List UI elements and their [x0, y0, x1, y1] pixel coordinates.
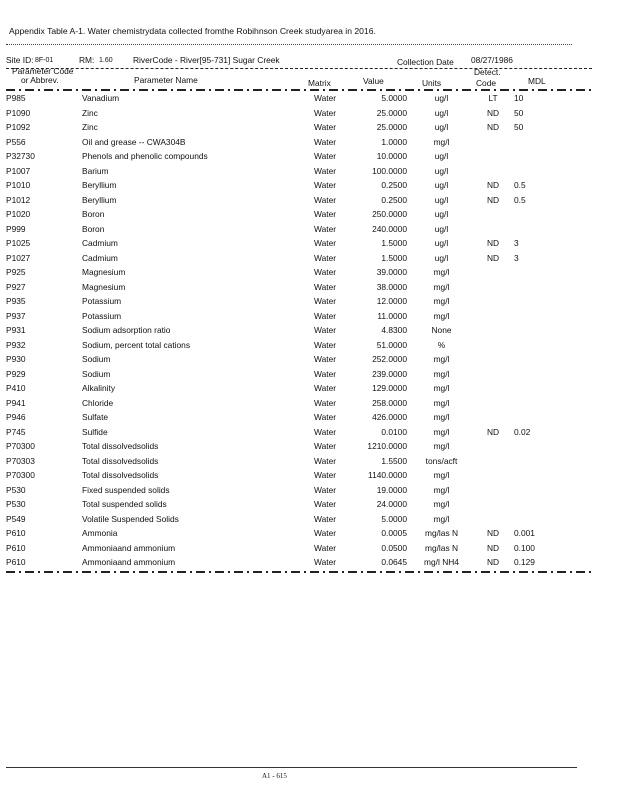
mdl-cell: 50	[514, 107, 524, 118]
matrix-cell: Water	[314, 93, 337, 104]
units-cell: mg/las N	[424, 542, 459, 553]
page-number: A1 - 615	[262, 772, 287, 780]
table-row	[0, 396, 574, 411]
units-cell: ug/l	[434, 107, 449, 118]
value-cell: 0.2500	[381, 180, 407, 191]
detect-code-cell: ND	[486, 252, 500, 263]
mdl-cell	[510, 323, 574, 338]
detect-code-cell	[476, 381, 510, 396]
table-row	[0, 425, 574, 440]
mdl-cell: 0.5	[514, 180, 526, 191]
param-code-cell: P931	[6, 325, 26, 336]
value-cell: 25.0000	[376, 107, 407, 118]
units-cell: mg/l	[433, 412, 450, 423]
matrix-cell: Water	[314, 267, 337, 278]
mdl-cell	[510, 512, 574, 527]
mdl-cell	[510, 222, 574, 237]
param-name-cell: Magnesium	[82, 267, 126, 278]
param-name-cell: Volatile Suspended Solids	[82, 513, 179, 524]
param-code-cell: P937	[6, 310, 26, 321]
param-name-cell: Phenols and phenolic compounds	[82, 151, 208, 162]
table-row	[0, 309, 574, 324]
units-cell: mg/l	[433, 426, 450, 437]
mdl-cell	[510, 367, 574, 382]
collection-date-label: Collection Date	[397, 57, 454, 67]
detect-code-cell	[476, 294, 510, 309]
param-name-cell: Oil and grease -- CWA304B	[82, 136, 186, 147]
mdl-cell: 3	[514, 252, 519, 263]
column-header-detect-line1: Detect.	[474, 67, 501, 77]
table-row	[0, 497, 574, 512]
param-name-cell: Ammonia	[82, 528, 118, 539]
param-name-cell: Ammoniaand ammonium	[82, 542, 176, 553]
table-row	[0, 323, 574, 338]
detect-code-cell	[476, 396, 510, 411]
value-cell: 39.0000	[376, 267, 407, 278]
detect-code-cell: ND	[486, 238, 500, 249]
param-name-cell: Beryllium	[82, 180, 117, 191]
mdl-cell: 0.129	[514, 557, 535, 568]
value-cell: 1210.0000	[367, 441, 407, 452]
mdl-cell	[510, 265, 574, 280]
table-row	[0, 178, 574, 193]
units-cell: mg/l	[433, 310, 450, 321]
value-cell: 1140.0000	[368, 470, 407, 481]
detect-code-cell	[476, 512, 510, 527]
param-name-cell: Sodium	[82, 368, 111, 379]
param-name-cell: Potassium	[82, 310, 122, 321]
table-row	[0, 106, 574, 121]
param-code-cell: P70300	[6, 470, 35, 481]
mdl-cell	[510, 454, 574, 469]
units-cell: mg/l	[433, 368, 450, 379]
table-row	[0, 164, 574, 179]
units-cell: mg/las N	[424, 528, 459, 539]
param-name-cell: Ammoniaand ammonium	[82, 557, 176, 568]
param-name-cell: Total dissolvedsolids	[82, 470, 159, 481]
matrix-cell: Water	[314, 151, 337, 162]
mdl-cell: 3	[514, 238, 519, 249]
detect-code-cell	[476, 497, 510, 512]
mdl-cell	[510, 164, 574, 179]
param-code-cell: P70303	[6, 455, 35, 466]
units-cell: %	[437, 339, 446, 350]
mdl-cell	[510, 497, 574, 512]
matrix-cell: Water	[314, 339, 337, 350]
mdl-cell: 0.100	[514, 542, 535, 553]
table-row	[0, 294, 574, 309]
mdl-cell	[510, 207, 574, 222]
detect-code-cell	[476, 483, 510, 498]
param-name-cell: Total dissolvedsolids	[82, 441, 159, 452]
mdl-cell	[510, 468, 574, 483]
param-code-cell: P745	[6, 426, 26, 437]
param-code-cell: P1025	[6, 238, 31, 249]
column-header-name: Parameter Name	[134, 75, 198, 85]
detect-code-cell	[476, 454, 510, 469]
matrix-cell: Water	[314, 383, 337, 394]
param-code-cell: P1010	[6, 180, 31, 191]
units-cell: ug/l	[434, 209, 449, 220]
matrix-cell: Water	[314, 542, 337, 553]
column-header-detect-line2: Code	[476, 78, 497, 88]
param-name-cell: Sodium	[82, 354, 111, 365]
param-code-cell: P941	[6, 397, 26, 408]
matrix-cell: Water	[314, 470, 337, 481]
matrix-cell: Water	[314, 513, 337, 524]
units-cell: mg/l	[433, 499, 450, 510]
mdl-cell: 50	[514, 122, 524, 133]
detect-code-cell	[476, 323, 510, 338]
param-code-cell: P530	[6, 499, 26, 510]
column-header-value: Value	[363, 76, 384, 86]
units-cell: mg/l	[433, 470, 450, 481]
units-cell: mg/l	[433, 484, 450, 495]
collection-date-value: 08/27/1986	[471, 55, 513, 65]
param-code-cell: P985	[6, 93, 26, 104]
param-code-cell: P1027	[6, 252, 31, 263]
param-code-cell: P530	[6, 484, 26, 495]
units-cell: ug/l	[434, 180, 449, 191]
units-cell: ug/l	[434, 151, 449, 162]
matrix-cell: Water	[314, 281, 337, 292]
table-row	[0, 541, 574, 556]
param-code-cell: P929	[6, 368, 26, 379]
units-cell: mg/l	[433, 267, 450, 278]
table-row	[0, 120, 574, 135]
table-row	[0, 135, 574, 150]
param-code-cell: P410	[6, 383, 26, 394]
detect-code-cell: ND	[486, 107, 500, 118]
matrix-cell: Water	[314, 455, 337, 466]
value-cell: 0.0005	[381, 528, 407, 539]
detect-code-cell: ND	[486, 180, 500, 191]
table-row	[0, 367, 574, 382]
param-code-cell: P556	[6, 136, 26, 147]
mdl-cell	[510, 410, 574, 425]
value-cell: 250.0000	[372, 209, 407, 220]
caption-divider	[6, 44, 572, 45]
param-code-cell: P930	[6, 354, 26, 365]
header-divider-top	[6, 68, 592, 69]
units-cell: mg/l NH4	[424, 557, 459, 568]
matrix-cell: Water	[314, 412, 337, 423]
value-cell: 0.0500	[381, 542, 407, 553]
param-name-cell: Total suspended solids	[82, 499, 167, 510]
mdl-cell: 0.001	[514, 528, 535, 539]
param-name-cell: Sodium adsorption ratio	[82, 325, 171, 336]
param-code-cell: P1007	[6, 165, 31, 176]
matrix-cell: Water	[314, 252, 337, 263]
mdl-cell	[510, 149, 574, 164]
table-row	[0, 251, 574, 266]
param-name-cell: Alkalinity	[82, 383, 116, 394]
value-cell: 51.0000	[376, 339, 407, 350]
water-chemistry-table	[0, 91, 574, 570]
detect-code-cell	[476, 338, 510, 353]
mdl-cell	[510, 309, 574, 324]
table-row	[0, 222, 574, 237]
param-code-cell: P70300	[6, 441, 35, 452]
matrix-cell: Water	[314, 223, 337, 234]
value-cell: 239.0000	[372, 368, 407, 379]
param-name-cell: Zinc	[82, 107, 98, 118]
table-row	[0, 149, 574, 164]
mdl-cell	[510, 483, 574, 498]
detect-code-cell	[476, 352, 510, 367]
detect-code-cell: ND	[486, 426, 500, 437]
table-row	[0, 381, 574, 396]
footer-rule	[6, 767, 577, 768]
site-id-label: Site ID:	[6, 55, 34, 65]
param-code-cell: P932	[6, 339, 26, 350]
matrix-cell: Water	[314, 528, 337, 539]
matrix-cell: Water	[314, 397, 337, 408]
river-mile-label: RM:	[79, 55, 95, 65]
value-cell: 426.0000	[372, 412, 407, 423]
value-cell: 100.0000	[372, 165, 407, 176]
column-header-code-line1: Parameter Code	[12, 66, 74, 76]
matrix-cell: Water	[314, 122, 337, 133]
matrix-cell: Water	[314, 484, 337, 495]
mdl-cell: 0.02	[514, 426, 531, 437]
table-row	[0, 338, 574, 353]
detect-code-cell	[476, 222, 510, 237]
site-id-value: 8F-01	[35, 57, 54, 64]
column-header-units: Units	[422, 78, 442, 88]
table-row	[0, 555, 574, 570]
param-name-cell: Vanadium	[82, 93, 120, 104]
value-cell: 258.0000	[372, 397, 407, 408]
value-cell: 12.0000	[376, 296, 407, 307]
value-cell: 1.5000	[381, 252, 407, 263]
table-row	[0, 265, 574, 280]
matrix-cell: Water	[314, 499, 337, 510]
param-code-cell: P925	[6, 267, 26, 278]
mdl-cell: 10	[514, 93, 524, 104]
mdl-cell	[510, 381, 574, 396]
units-cell: None	[431, 325, 452, 336]
table-row	[0, 207, 574, 222]
param-name-cell: Sulfate	[82, 412, 109, 423]
table-body	[0, 91, 574, 570]
value-cell: 252.0000	[372, 354, 407, 365]
detect-code-cell: ND	[486, 194, 500, 205]
mdl-cell	[510, 352, 574, 367]
value-cell: 1.5500	[381, 455, 407, 466]
param-name-cell: Barium	[82, 165, 109, 176]
units-cell: tons/acft	[425, 455, 458, 466]
param-code-cell: P610	[6, 557, 26, 568]
table-row	[0, 526, 574, 541]
value-cell: 5.0000	[381, 93, 407, 104]
detect-code-cell	[476, 135, 510, 150]
value-cell: 25.0000	[376, 122, 407, 133]
units-cell: mg/l	[433, 441, 450, 452]
value-cell: 24.0000	[376, 499, 407, 510]
column-header-mdl: MDL	[528, 76, 546, 86]
units-cell: ug/l	[434, 238, 449, 249]
table-row	[0, 236, 574, 251]
matrix-cell: Water	[314, 310, 337, 321]
detect-code-cell	[476, 468, 510, 483]
units-cell: ug/l	[434, 165, 449, 176]
value-cell: 0.0100	[381, 426, 407, 437]
table-row	[0, 439, 574, 454]
matrix-cell: Water	[314, 180, 337, 191]
units-cell: ug/l	[434, 223, 449, 234]
matrix-cell: Water	[314, 296, 337, 307]
param-code-cell: P32730	[6, 151, 35, 162]
value-cell: 4.8300	[381, 325, 407, 336]
column-header-matrix: Matrix	[308, 78, 331, 88]
mdl-cell	[510, 294, 574, 309]
param-name-cell: Cadmium	[82, 252, 118, 263]
param-code-cell: P1090	[6, 107, 31, 118]
table-bottom-divider	[6, 571, 592, 573]
mdl-cell: 0.5	[514, 194, 526, 205]
detect-code-cell: LT	[488, 93, 498, 104]
value-cell: 11.0000	[377, 310, 407, 321]
value-cell: 10.0000	[376, 151, 407, 162]
matrix-cell: Water	[314, 354, 337, 365]
param-name-cell: Magnesium	[82, 281, 126, 292]
param-code-cell: P610	[6, 528, 26, 539]
units-cell: mg/l	[433, 281, 450, 292]
value-cell: 38.0000	[376, 281, 407, 292]
river-mile-value: 1.60	[99, 57, 113, 64]
mdl-cell	[510, 135, 574, 150]
param-name-cell: Cadmium	[82, 238, 118, 249]
param-code-cell: P1092	[6, 122, 31, 133]
param-name-cell: Fixed suspended solids	[82, 484, 170, 495]
param-code-cell: P1012	[6, 194, 31, 205]
river-code: RiverCode - River[95-731] Sugar Creek	[133, 55, 280, 65]
detect-code-cell	[476, 149, 510, 164]
matrix-cell: Water	[314, 238, 337, 249]
param-name-cell: Total dissolvedsolids	[82, 455, 159, 466]
units-cell: ug/l	[434, 122, 449, 133]
param-code-cell: P946	[6, 412, 26, 423]
detect-code-cell	[476, 207, 510, 222]
detect-code-cell	[476, 265, 510, 280]
units-cell: ug/l	[434, 93, 449, 104]
param-code-cell: P935	[6, 296, 26, 307]
matrix-cell: Water	[314, 325, 337, 336]
detect-code-cell	[476, 309, 510, 324]
value-cell: 5.0000	[381, 513, 407, 524]
detect-code-cell: ND	[486, 122, 500, 133]
detect-code-cell: ND	[486, 542, 500, 553]
matrix-cell: Water	[314, 165, 337, 176]
matrix-cell: Water	[314, 441, 337, 452]
detect-code-cell	[476, 280, 510, 295]
detect-code-cell: ND	[486, 528, 500, 539]
value-cell: 0.0645	[381, 557, 407, 568]
units-cell: ug/l	[434, 252, 449, 263]
units-cell: mg/l	[433, 354, 450, 365]
matrix-cell: Water	[314, 194, 337, 205]
detect-code-cell	[476, 367, 510, 382]
table-row	[0, 512, 574, 527]
column-header-code-line2: or Abbrev.	[21, 75, 59, 85]
detect-code-cell	[476, 439, 510, 454]
param-name-cell: Boron	[82, 223, 105, 234]
param-code-cell: P999	[6, 223, 26, 234]
value-cell: 1.5000	[381, 238, 407, 249]
matrix-cell: Water	[314, 368, 337, 379]
param-name-cell: Sulfide	[82, 426, 108, 437]
matrix-cell: Water	[314, 557, 337, 568]
param-code-cell: P549	[6, 513, 26, 524]
units-cell: mg/l	[433, 136, 450, 147]
units-cell: mg/l	[433, 397, 450, 408]
mdl-cell	[510, 439, 574, 454]
mdl-cell	[510, 280, 574, 295]
param-code-cell: P927	[6, 281, 26, 292]
table-row	[0, 483, 574, 498]
table-row	[0, 91, 574, 106]
units-cell: ug/l	[434, 194, 449, 205]
table-row	[0, 468, 574, 483]
param-name-cell: Zinc	[82, 122, 98, 133]
units-cell: mg/l	[433, 383, 450, 394]
table-row	[0, 352, 574, 367]
param-name-cell: Boron	[82, 209, 105, 220]
value-cell: 1.0000	[381, 136, 407, 147]
matrix-cell: Water	[314, 136, 337, 147]
units-cell: mg/l	[433, 513, 450, 524]
param-name-cell: Beryllium	[82, 194, 117, 205]
matrix-cell: Water	[314, 426, 337, 437]
value-cell: 19.0000	[376, 484, 407, 495]
table-row	[0, 280, 574, 295]
value-cell: 129.0000	[372, 383, 407, 394]
matrix-cell: Water	[314, 209, 337, 220]
detect-code-cell: ND	[486, 557, 500, 568]
matrix-cell: Water	[314, 107, 337, 118]
table-row	[0, 454, 574, 469]
table-caption: Appendix Table A-1. Water chemistrydata collected fromthe Robihnson Creek studyarea in 2016.	[9, 26, 376, 36]
param-name-cell: Potassium	[82, 296, 122, 307]
value-cell: 240.0000	[372, 223, 407, 234]
param-code-cell: P1020	[6, 209, 31, 220]
mdl-cell	[510, 396, 574, 411]
param-name-cell: Sodium, percent total cations	[82, 339, 191, 350]
table-row	[0, 193, 574, 208]
mdl-cell	[510, 338, 574, 353]
value-cell: 0.2500	[381, 194, 407, 205]
detect-code-cell	[476, 164, 510, 179]
param-code-cell: P610	[6, 542, 26, 553]
detect-code-cell	[476, 410, 510, 425]
units-cell: mg/l	[433, 296, 450, 307]
param-name-cell: Chloride	[82, 397, 114, 408]
table-row	[0, 410, 574, 425]
